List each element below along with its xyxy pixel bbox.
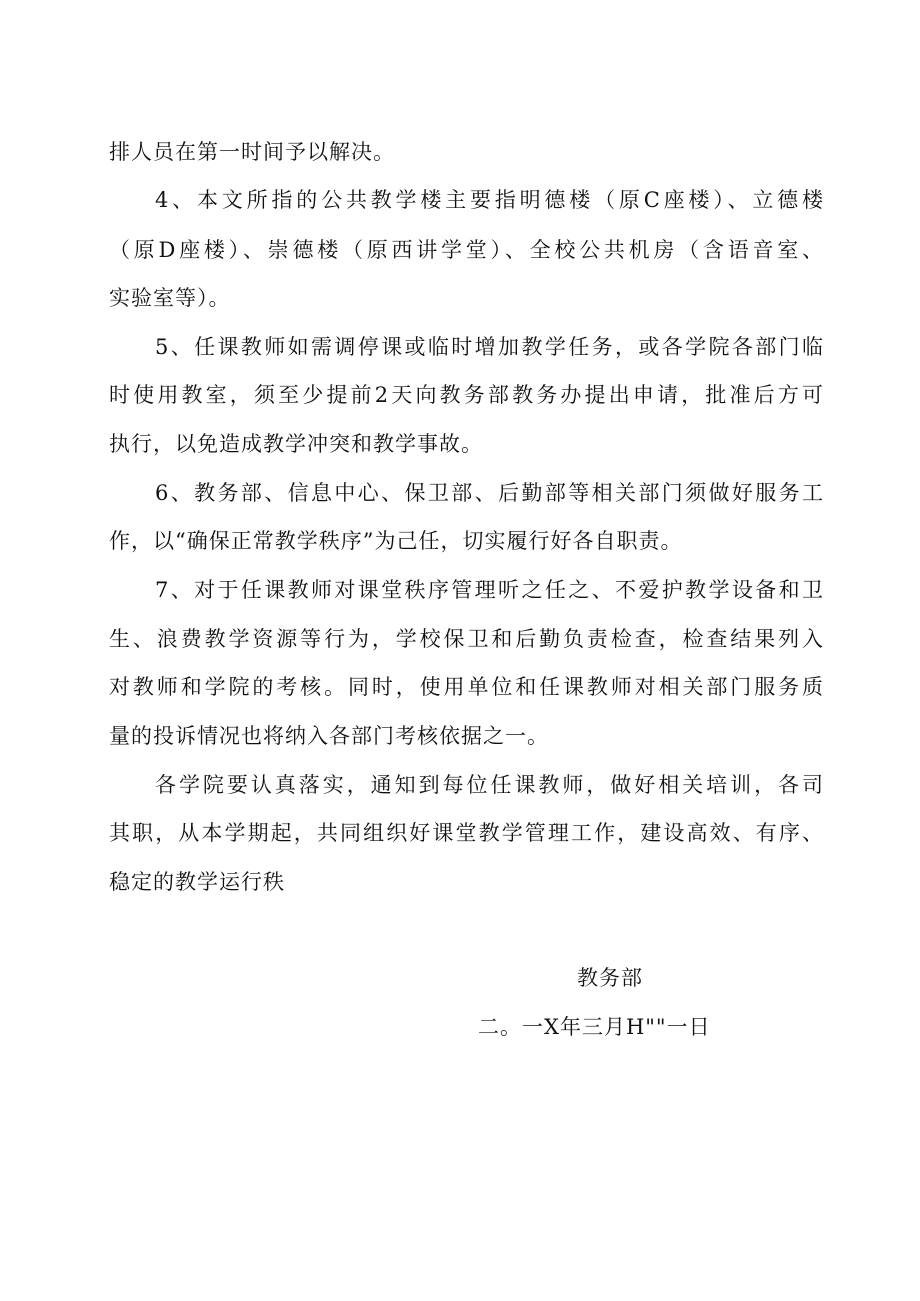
text-line: 实验室等）。	[109, 286, 231, 310]
text-line: 排人员在第一时间予以解决。	[109, 140, 395, 164]
signature-department: 教务部	[577, 966, 643, 990]
signature-date: 二。一X年三月H""一日	[478, 1015, 711, 1039]
text-line: （原D座楼）、崇德楼（原西讲学堂）、全校公共机房（含语音室、	[109, 238, 824, 262]
text-line: 6、教务部、信息中心、保卫部、后勤部等相关部门须做好服务工	[155, 481, 824, 505]
text-line: 量的投诉情况也将纳入各部门考核依据之一。	[109, 724, 549, 748]
text-line: 时使用教室，须至少提前2天向教务部教务办提出申请，批准后方可	[109, 383, 824, 407]
text-line: 作，以“确保正常教学秩序”为己任，切实履行好各自职责。	[109, 529, 683, 553]
text-line: 执行，以免造成教学冲突和教学事故。	[109, 432, 483, 456]
text-line: 5、任课教师如需调停课或临时增加教学任务，或各学院各部门临	[155, 335, 824, 359]
text-line: 对教师和学院的考核。同时，使用单位和任课教师对相关部门服务质	[109, 675, 824, 699]
text-line: 其职，从本学期起，共同组织好课堂教学管理工作，建设高效、有序、	[109, 821, 824, 845]
text-line: 稳定的教学运行秩	[109, 870, 285, 894]
text-line: 4、本文所指的公共教学楼主要指明德楼（原C座楼）、立德楼	[155, 188, 824, 212]
text-line: 各学院要认真落实，通知到每位任课教师，做好相关培训，各司	[155, 773, 824, 797]
text-line: 7、对于任课教师对课堂秩序管理听之任之、不爱护教学设备和卫	[155, 578, 824, 602]
text-line: 生、浪费教学资源等行为，学校保卫和后勤负责检查，检查结果列入	[109, 627, 824, 651]
